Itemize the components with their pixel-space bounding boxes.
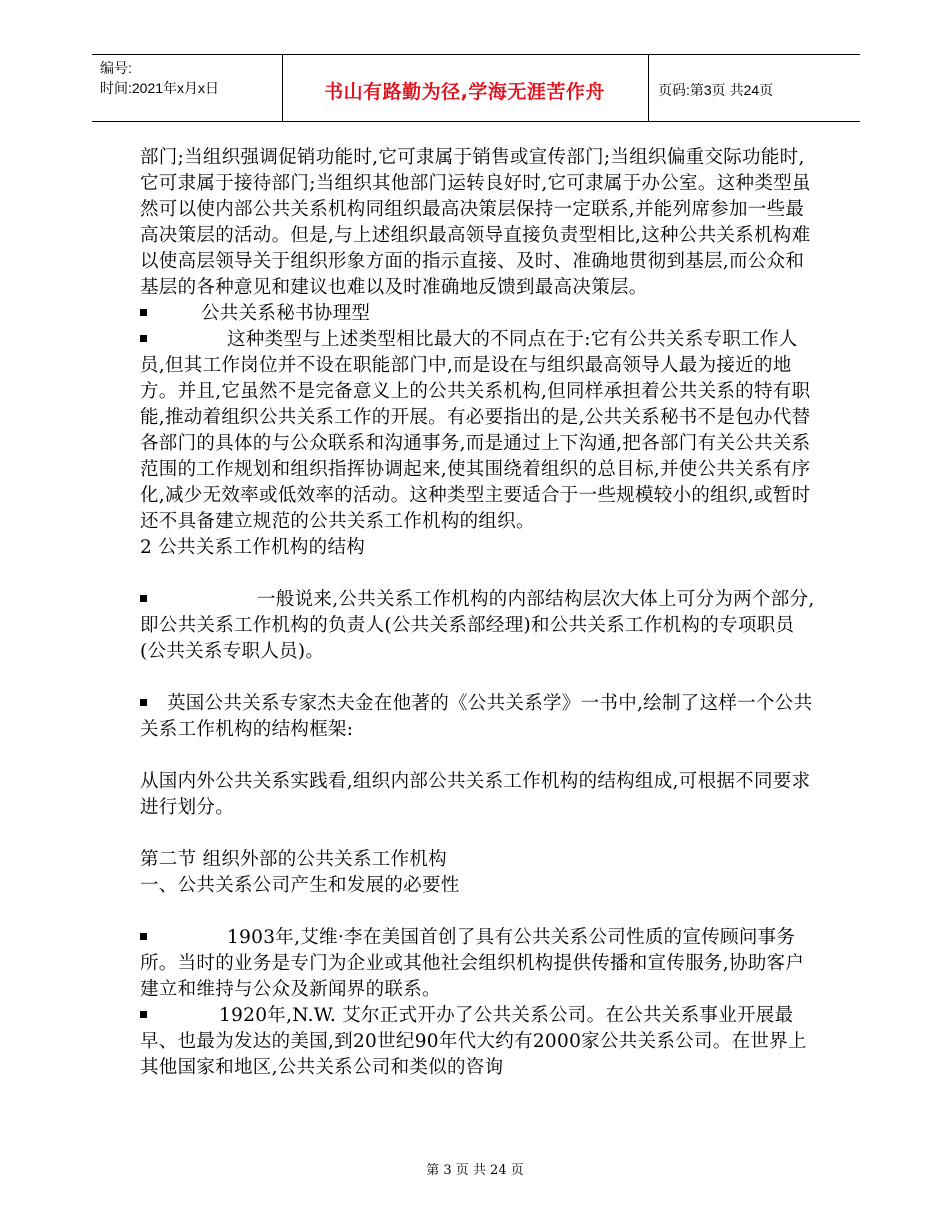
motto: 书山有路勤为径,学海无涯苦作舟 — [324, 81, 605, 103]
section-heading: 2 公共关系工作机构的结构 — [140, 537, 366, 558]
bullet-paragraph — [140, 691, 820, 743]
bullet-paragraph-text: 1920年,N.W. 艾尔正式开办了公共关系公司。在公共关系事业开展最早、也最为发达的美国,到20世纪90年代大约有2000家公共关系公司。在世界上其他国家和地区,公共关系公司和类似的咨询 — [140, 1005, 807, 1078]
header-divider-left — [282, 55, 283, 121]
bullet-paragraph — [140, 925, 820, 1003]
bullet-heading — [140, 301, 820, 327]
paragraph: 从国内外公共关系实践看,组织内部公共关系工作机构的结构组成,可根据不同要求进行划分。 — [140, 771, 811, 818]
chapter-heading: 第二节 组织外部的公共关系工作机构 — [140, 849, 447, 870]
bullet-icon — [140, 595, 147, 602]
bullet-paragraph-text: 英国公共关系专家杰夫金在他著的《公共关系学》一书中,绘制了这样一个公共关系工作机构的结构框架: — [140, 693, 813, 740]
paragraph: 部门;当组织强调促销功能时,它可隶属于销售或宣传部门;当组织偏重交际功能时,它可隶属于接待部门;当组织其他部门运转良好时,它可隶属于办公室。这种类型虽然可以使内部公共关系机构同组织最高决策层保持一定联系,并能列席参加一些最高决策层的活动。但是,与上述组织最高领导直接负责型相比,这种公共关系机构难以使高层领导关于组织形象方面的指示直接、及时、准确地贯彻到基层,而公众和基层的各种意见和建议也难以及时准确地反馈到最高决策层。 — [140, 147, 811, 298]
page-footer: 第 3 页 共 24 页 — [426, 1163, 524, 1178]
bullet-icon — [140, 933, 147, 940]
header-table — [92, 54, 860, 122]
bullet-heading-text: 公共关系秘书协理型 — [201, 303, 371, 324]
bullet-icon — [140, 335, 147, 342]
bullet-paragraph-text: 一般说来,公共关系工作机构的内部结构层次大体上可分为两个部分,即公共关系工作机构的负责人(公共关系部经理)和公共关系工作机构的专项职员(公共关系专职人员)。 — [140, 589, 815, 662]
bullet-paragraph — [140, 1003, 820, 1081]
subsection-heading: 一、公共关系公司产生和发展的必要性 — [140, 875, 460, 896]
header-divider-right — [648, 55, 649, 121]
bullet-icon — [140, 699, 147, 706]
bullet-icon — [140, 1011, 147, 1018]
header-page-info: 页码:第3页 共24页 — [658, 82, 774, 98]
bullet-paragraph-text: 1903年,艾维·李在美国首创了具有公共关系公司性质的宣传顾问事务所。当时的业务是专门为企业或其他社会组织机构提供传播和宣传服务,协助客户建立和维持与公众及新闻界的联系。 — [140, 927, 805, 1000]
serial-label: 编号: — [100, 60, 132, 76]
time-label: 时间:2021年x月x日 — [100, 80, 220, 96]
document-body — [140, 145, 820, 1081]
bullet-icon — [140, 309, 147, 316]
bullet-paragraph — [140, 587, 820, 665]
bullet-paragraph — [140, 327, 820, 535]
bullet-paragraph-text: 这种类型与上述类型相比最大的不同点在于:它有公共关系专职工作人员,但其工作岗位并不设在职能部门中,而是设在与组织最高领导人最为接近的地方。并且,它虽然不是完备意义上的公共关系机构,但同样承担着公共关系的特有职能,推动着组织公共关系工作的开展。有必要指出的是,公共关系秘书不是包办代替各部门的具体的与公众联系和沟通事务,而是通过上下沟通,把各部门有关公共关系范围的工作规划和组织指挥协调起来,使其围绕着组织的总目标,并使公共关系有序化,减少无效率或低效率的活动。这种类型主要适合于一些规模较小的组织,或暂时还不具备建立规范的公共关系工作机构的组织。 — [140, 329, 811, 532]
